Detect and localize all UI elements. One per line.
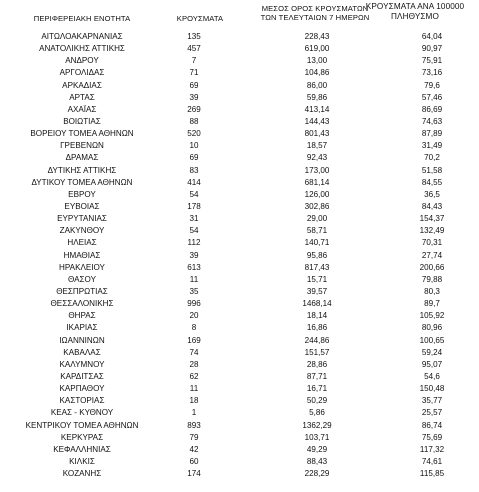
header-cases-per-100k-line2: ΠΛΗΘΥΣΜΟ xyxy=(391,12,439,21)
cell-regional-unit: ΗΡΑΚΛΕΙΟΥ xyxy=(59,262,105,272)
cell-cases: 39 xyxy=(189,250,199,260)
cell-7day-average: 173,00 xyxy=(304,165,330,175)
cell-cases: 520 xyxy=(187,129,201,139)
cell-cases-per-100k: 95,07 xyxy=(421,359,443,369)
cell-7day-average: 95,86 xyxy=(306,250,328,260)
cell-7day-average: 49,29 xyxy=(306,444,328,454)
cell-cases-per-100k: 73,16 xyxy=(421,68,443,78)
cell-regional-unit: ΑΡΓΟΛΙΔΑΣ xyxy=(59,68,105,78)
table-row xyxy=(0,67,479,79)
cell-regional-unit: ΕΒΡΟΥ xyxy=(68,189,96,199)
header-cases-per-100k-line1: ΚΡΟΥΣΜΑΤΑ ΑΝΑ 100000 xyxy=(365,2,465,11)
cell-cases: 174 xyxy=(187,469,201,479)
table-row xyxy=(0,347,479,359)
cell-7day-average: 13,00 xyxy=(306,56,328,66)
cell-cases-per-100k: 70,2 xyxy=(424,153,440,163)
cell-regional-unit: ΙΩΑΝΝΙΝΩΝ xyxy=(59,335,105,345)
cell-7day-average: 50,29 xyxy=(306,396,328,406)
cell-regional-unit: ΘΑΣΟΥ xyxy=(68,274,96,284)
cell-cases: 54 xyxy=(189,226,199,236)
table-row xyxy=(0,92,479,104)
table-row xyxy=(0,237,479,249)
cell-cases-per-100k: 36,5 xyxy=(424,189,440,199)
cell-regional-unit: ΚΑΣΤΟΡΙΑΣ xyxy=(59,396,105,406)
cell-cases-per-100k: 59,24 xyxy=(421,347,443,357)
cell-cases: 7 xyxy=(191,56,197,66)
table-header xyxy=(0,0,479,30)
table-row xyxy=(0,128,479,140)
table-row xyxy=(0,359,479,371)
cell-regional-unit: ΘΕΣΠΡΩΤΙΑΣ xyxy=(56,286,108,296)
table-row xyxy=(0,140,479,152)
table-row xyxy=(0,407,479,419)
cell-cases: 10 xyxy=(189,141,199,151)
cell-regional-unit: ΖΑΚΥΝΘΟΥ xyxy=(59,226,105,236)
table-row xyxy=(0,335,479,347)
cell-7day-average: 1362,29 xyxy=(302,420,332,430)
cell-7day-average: 151,57 xyxy=(304,347,330,357)
table-row xyxy=(0,225,479,237)
cell-regional-unit: ΓΡΕΒΕΝΩΝ xyxy=(60,141,104,151)
cell-regional-unit: ΑΝΑΤΟΛΙΚΗΣ ΑΤΤΙΚΗΣ xyxy=(39,44,125,54)
cell-regional-unit: ΔΡΑΜΑΣ xyxy=(65,153,99,163)
cell-cases: 269 xyxy=(187,104,201,114)
cell-7day-average: 144,43 xyxy=(304,116,330,126)
cell-cases-per-100k: 117,32 xyxy=(419,444,445,454)
cell-regional-unit: ΑΡΚΑΔΙΑΣ xyxy=(62,80,102,90)
cell-7day-average: 59,86 xyxy=(306,92,328,102)
cell-7day-average: 16,71 xyxy=(306,384,328,394)
cell-cases: 613 xyxy=(187,262,201,272)
cell-cases: 169 xyxy=(187,335,201,345)
table-row xyxy=(0,177,479,189)
cell-regional-unit: ΚΕΡΚΥΡΑΣ xyxy=(60,432,104,442)
cell-cases: 69 xyxy=(189,153,199,163)
cell-cases-per-100k: 105,92 xyxy=(419,311,445,321)
table-row xyxy=(0,286,479,298)
cell-regional-unit: ΑΙΤΩΛΟΑΚΑΡΝΑΝΙΑΣ xyxy=(41,32,123,41)
table-row xyxy=(0,456,479,468)
cell-cases: 457 xyxy=(187,44,201,54)
cell-cases: 112 xyxy=(187,238,201,248)
table-row xyxy=(0,322,479,334)
cell-7day-average: 1468,14 xyxy=(302,299,332,309)
cell-7day-average: 302,86 xyxy=(304,201,330,211)
cell-7day-average: 86,00 xyxy=(306,80,328,90)
cell-cases: 60 xyxy=(189,456,199,466)
cell-cases-per-100k: 80,96 xyxy=(421,323,443,333)
cell-cases-per-100k: 84,43 xyxy=(421,201,443,211)
cell-cases-per-100k: 86,69 xyxy=(421,104,443,114)
cell-7day-average: 126,00 xyxy=(304,189,330,199)
cell-cases: 414 xyxy=(187,177,201,187)
cell-7day-average: 228,43 xyxy=(304,32,330,41)
cell-regional-unit: ΙΚΑΡΙΑΣ xyxy=(66,323,98,333)
cell-7day-average: 15,71 xyxy=(306,274,328,284)
cell-cases: 88 xyxy=(189,116,199,126)
cell-cases-per-100k: 35,77 xyxy=(421,396,443,406)
cell-cases: 62 xyxy=(189,371,199,381)
cell-cases-per-100k: 27,74 xyxy=(421,250,443,260)
cell-7day-average: 5,86 xyxy=(309,408,325,418)
cell-regional-unit: ΚΑΛΥΜΝΟΥ xyxy=(59,359,105,369)
cell-cases: 11 xyxy=(189,384,199,394)
header-regional-unit: ΠΕΡΙΦΕΡΕΙΑΚΗ ΕΝΟΤΗΤΑ xyxy=(33,14,131,23)
table-row xyxy=(0,104,479,116)
table-row xyxy=(0,371,479,383)
cell-cases: 20 xyxy=(189,311,199,321)
cell-cases-per-100k: 79,6 xyxy=(424,80,440,90)
cell-cases: 71 xyxy=(189,68,199,78)
cell-regional-unit: ΗΜΑΘΙΑΣ xyxy=(63,250,101,260)
cell-regional-unit: ΚΙΛΚΙΣ xyxy=(69,456,95,466)
cell-7day-average: 39,57 xyxy=(306,286,328,296)
cell-cases: 18 xyxy=(189,396,199,406)
cell-7day-average: 681,14 xyxy=(304,177,330,187)
cell-7day-average: 29,00 xyxy=(306,214,328,224)
cell-cases-per-100k: 57,46 xyxy=(421,92,443,102)
cell-cases-per-100k: 90,97 xyxy=(421,44,443,54)
cell-regional-unit: ΚΕΑΣ - ΚΥΘΝΟΥ xyxy=(50,408,114,418)
cell-cases-per-100k: 51,58 xyxy=(421,165,443,175)
cell-cases-per-100k: 31,49 xyxy=(421,141,443,151)
cell-7day-average: 619,00 xyxy=(304,44,330,54)
cell-cases: 996 xyxy=(187,299,201,309)
cell-cases: 1 xyxy=(191,408,197,418)
cell-7day-average: 28,86 xyxy=(306,359,328,369)
cell-regional-unit: ΑΡΤΑΣ xyxy=(69,92,95,102)
cell-7day-average: 18,14 xyxy=(306,311,328,321)
table-row xyxy=(0,213,479,225)
cell-7day-average: 140,71 xyxy=(304,238,330,248)
cell-cases: 178 xyxy=(187,201,201,211)
cell-cases-per-100k: 25,57 xyxy=(421,408,443,418)
cell-7day-average: 92,43 xyxy=(306,153,328,163)
cell-regional-unit: ΚΕΝΤΡΙΚΟΥ ΤΟΜΕΑ ΑΘΗΝΩΝ xyxy=(25,420,139,430)
table-body xyxy=(0,31,479,480)
table-row xyxy=(0,189,479,201)
cell-7day-average: 104,86 xyxy=(304,68,330,78)
cell-cases-per-100k: 75,91 xyxy=(421,56,443,66)
header-7day-average-line1: ΜΕΣΟΣ ΟΡΟΣ ΚΡΟΥΣΜΑΤΩΝ xyxy=(261,4,369,13)
cell-cases-per-100k: 74,61 xyxy=(421,456,443,466)
cell-cases-per-100k: 75,69 xyxy=(421,432,443,442)
cell-7day-average: 817,43 xyxy=(304,262,330,272)
table-row xyxy=(0,43,479,55)
cell-7day-average: 88,43 xyxy=(306,456,328,466)
table-row xyxy=(0,201,479,213)
header-cases-per-100k xyxy=(350,2,479,22)
cell-cases-per-100k: 89,7 xyxy=(424,299,440,309)
cell-regional-unit: ΕΥΡΥΤΑΝΙΑΣ xyxy=(57,214,107,224)
cell-regional-unit: ΘΗΡΑΣ xyxy=(68,311,96,321)
cell-regional-unit: ΔΥΤΙΚΗΣ ΑΤΤΙΚΗΣ xyxy=(47,165,117,175)
cell-7day-average: 87,71 xyxy=(306,371,328,381)
table-row xyxy=(0,152,479,164)
cell-cases: 893 xyxy=(187,420,201,430)
table-row xyxy=(0,31,479,43)
cell-7day-average: 103,71 xyxy=(304,432,330,442)
cell-7day-average: 18,57 xyxy=(306,141,328,151)
cell-cases: 35 xyxy=(189,286,199,296)
cell-cases: 54 xyxy=(189,189,199,199)
cell-regional-unit: ΒΟΙΩΤΙΑΣ xyxy=(63,116,101,126)
cell-regional-unit: ΑΝΔΡΟΥ xyxy=(65,56,99,66)
table-row xyxy=(0,116,479,128)
cell-cases-per-100k: 80,3 xyxy=(424,286,440,296)
cell-regional-unit: ΚΕΦΑΛΛΗΝΙΑΣ xyxy=(53,444,111,454)
table-row xyxy=(0,298,479,310)
cell-cases: 8 xyxy=(191,323,197,333)
cell-cases-per-100k: 84,55 xyxy=(421,177,443,187)
table-row xyxy=(0,444,479,456)
table-row xyxy=(0,250,479,262)
table-row xyxy=(0,262,479,274)
cell-cases: 79 xyxy=(189,432,199,442)
cell-cases-per-100k: 87,89 xyxy=(421,129,443,139)
cell-regional-unit: ΚΑΒΑΛΑΣ xyxy=(63,347,101,357)
cell-cases: 11 xyxy=(189,274,199,284)
cell-cases-per-100k: 154,37 xyxy=(419,214,445,224)
cell-7day-average: 801,43 xyxy=(304,129,330,139)
header-7day-average-line2: ΤΩΝ ΤΕΛΕΥΤΑΙΩΝ 7 ΗΜΕΡΩΝ xyxy=(260,13,370,22)
cell-regional-unit: ΚΑΡΔΙΤΣΑΣ xyxy=(60,371,104,381)
cell-cases-per-100k: 70,31 xyxy=(421,238,443,248)
cell-7day-average: 244,86 xyxy=(304,335,330,345)
cell-cases: 28 xyxy=(189,359,199,369)
cell-regional-unit: ΕΥΒΟΙΑΣ xyxy=(64,201,100,211)
cell-cases: 31 xyxy=(189,214,199,224)
cell-cases-per-100k: 132,49 xyxy=(419,226,445,236)
cell-regional-unit: ΚΟΖΑΝΗΣ xyxy=(62,469,102,479)
header-cases: ΚΡΟΥΣΜΑΤΑ xyxy=(176,14,224,23)
table-row xyxy=(0,55,479,67)
cell-regional-unit: ΔΥΤΙΚΟΥ ΤΟΜΕΑ ΑΘΗΝΩΝ xyxy=(31,177,133,187)
cell-regional-unit: ΗΛΕΙΑΣ xyxy=(67,238,97,248)
table-row xyxy=(0,468,479,480)
cell-cases-per-100k: 100,65 xyxy=(419,335,445,345)
cell-7day-average: 413,14 xyxy=(304,104,330,114)
cell-regional-unit: ΘΕΣΣΑΛΟΝΙΚΗΣ xyxy=(50,299,114,309)
cell-7day-average: 228,29 xyxy=(304,469,330,479)
cell-cases-per-100k: 115,85 xyxy=(419,469,445,479)
cell-cases: 69 xyxy=(189,80,199,90)
table-row xyxy=(0,310,479,322)
table-row xyxy=(0,80,479,92)
cell-cases-per-100k: 150,48 xyxy=(419,384,445,394)
cell-regional-unit: ΚΑΡΠΑΘΟΥ xyxy=(59,384,105,394)
cell-cases-per-100k: 86,74 xyxy=(421,420,443,430)
cell-regional-unit: ΑΧΑΪΑΣ xyxy=(67,104,97,114)
cell-cases-per-100k: 64,04 xyxy=(421,32,443,41)
cell-cases-per-100k: 200,66 xyxy=(419,262,445,272)
cell-cases: 74 xyxy=(189,347,199,357)
cell-cases: 83 xyxy=(189,165,199,175)
cell-cases-per-100k: 54,6 xyxy=(424,371,440,381)
table-row xyxy=(0,165,479,177)
table-row xyxy=(0,432,479,444)
table-row xyxy=(0,383,479,395)
cell-regional-unit: ΒΟΡΕΙΟΥ ΤΟΜΕΑ ΑΘΗΝΩΝ xyxy=(30,129,134,139)
cell-cases: 39 xyxy=(189,92,199,102)
cell-cases: 42 xyxy=(189,444,199,454)
table-row xyxy=(0,274,479,286)
table-row xyxy=(0,395,479,407)
table-row xyxy=(0,420,479,432)
cell-cases: 135 xyxy=(187,32,201,41)
cell-cases-per-100k: 74,63 xyxy=(421,116,443,126)
cell-7day-average: 16,86 xyxy=(306,323,328,333)
cell-cases-per-100k: 79,88 xyxy=(421,274,443,284)
cell-7day-average: 58,71 xyxy=(306,226,328,236)
